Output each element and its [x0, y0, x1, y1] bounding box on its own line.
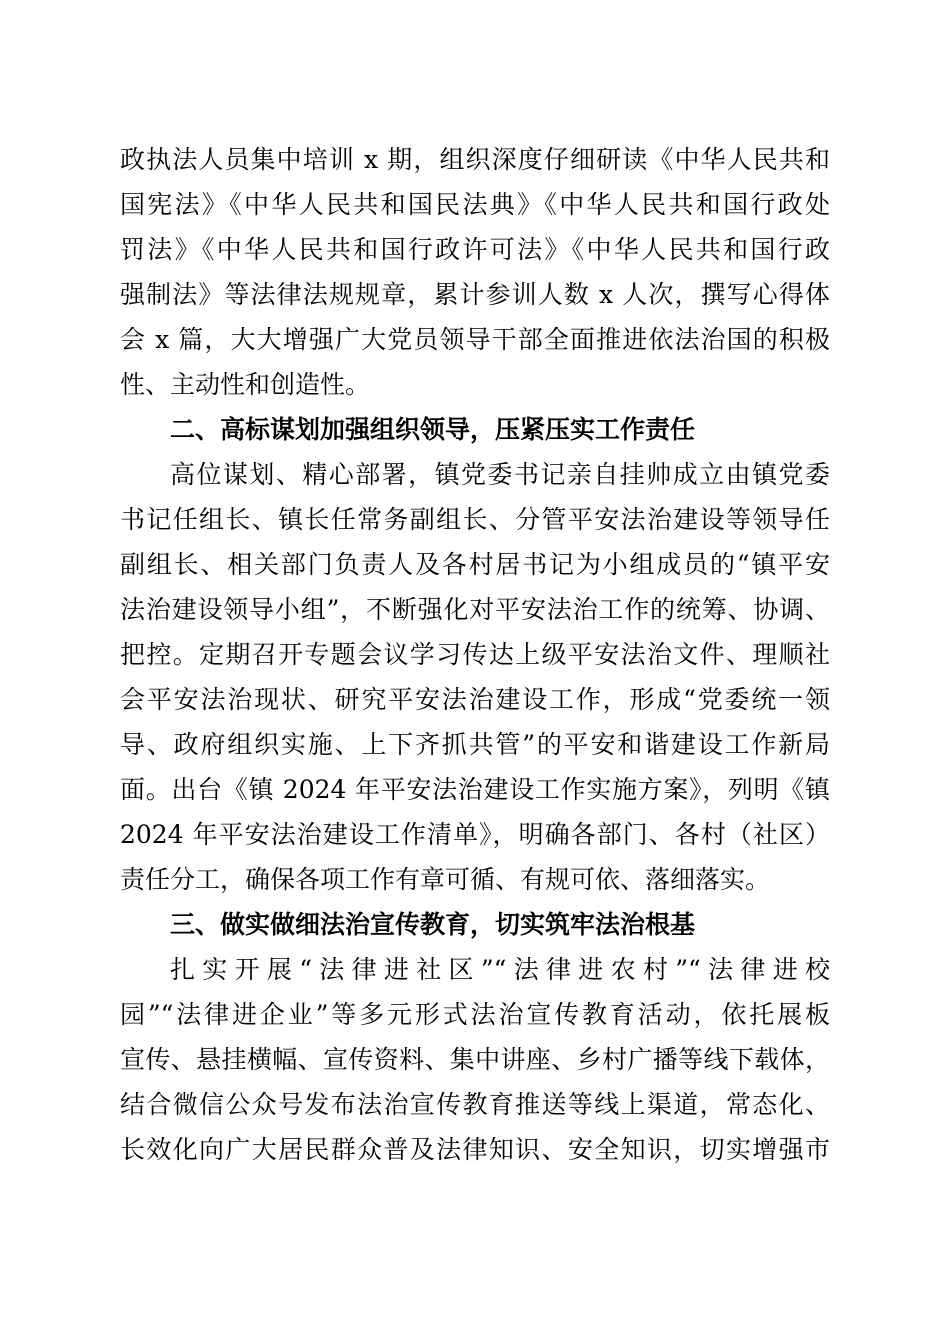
paragraph-line: 罚法》《中华人民共和国行政许可法》《中华人民共和国行政 [120, 235, 830, 264]
paragraph-line: 把控。定期召开专题会议学习传达上级平安法治文件、理顺社 [120, 640, 830, 669]
paragraph-line: 导、政府组织实施、上下齐抓共管”的平安和谐建设工作新局 [120, 730, 830, 759]
paragraph-line: 会 x 篇，大大增强广大党员领导干部全面推进依法治国的积极 [120, 325, 830, 354]
paragraph-line: 园”“法律进企业”等多元形式法治宣传教育活动，依托展板 [120, 1000, 830, 1029]
paragraph-line: 结合微信公众号发布法治宣传教育推送等线上渠道，常态化、 [120, 1090, 830, 1119]
paragraph-line: 书记任组长、镇长任常务副组长、分管平安法治建设等领导任 [120, 505, 830, 534]
paragraph-line: 面。出台《镇 2024 年平安法治建设工作实施方案》，列明《镇 [120, 775, 830, 804]
paragraph-line: 法治建设领导小组”，不断强化对平安法治工作的统筹、协调、 [120, 595, 830, 624]
section-heading: 三、做实做细法治宣传教育，切实筑牢法治根基 [170, 910, 696, 939]
paragraph-line: 强制法》等法律法规规章，累计参训人数 x 人次，撰写心得体 [120, 280, 830, 309]
paragraph-line: 性、主动性和创造性。 [120, 370, 371, 399]
paragraph-line: 政执法人员集中培训 x 期，组织深度仔细研读《中华人民共和 [120, 145, 830, 174]
paragraph-line: 国宪法》《中华人民共和国民法典》《中华人民共和国行政处 [120, 190, 830, 219]
paragraph-line: 会平安法治现状、研究平安法治建设工作，形成“党委统一领 [120, 685, 830, 714]
paragraph-line: 高位谋划、精心部署，镇党委书记亲自挂帅成立由镇党委 [170, 460, 830, 489]
paragraph-line: 宣传、悬挂横幅、宣传资料、集中讲座、乡村广播等线下载体， [120, 1045, 830, 1074]
paragraph-line: 长效化向广大居民群众普及法律知识、安全知识，切实增强市 [120, 1135, 830, 1164]
section-heading: 二、高标谋划加强组织领导，压紧压实工作责任 [170, 415, 696, 444]
paragraph-line: 扎实开展“法律进社区”“法律进农村”“法律进校 [170, 955, 830, 984]
paragraph-line: 2024 年平安法治建设工作清单》，明确各部门、各村（社区） [120, 820, 830, 849]
paragraph-line: 责任分工，确保各项工作有章可循、有规可依、落细落实。 [120, 865, 771, 894]
paragraph-line: 副组长、相关部门负责人及各村居书记为小组成员的“镇平安 [120, 550, 830, 579]
